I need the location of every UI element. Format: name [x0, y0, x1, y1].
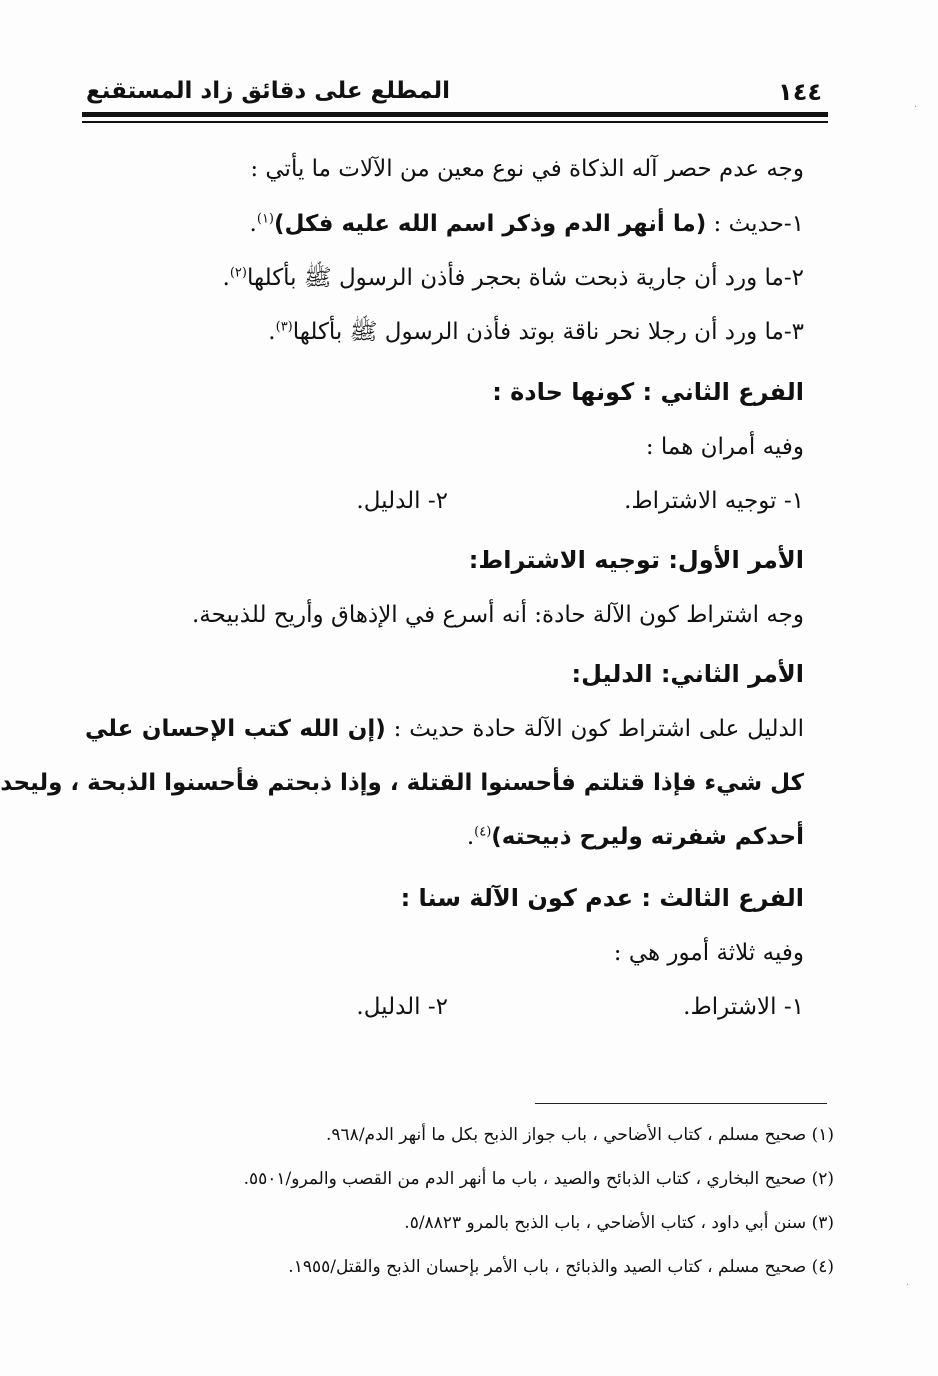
list-item-1: ١-حديث : (ما أنهر الدم وذكر اسم الله عليه فكل)$^{(١)}$.: [249, 211, 804, 237]
footnote-4: (٤) صحيح مسلم ، كتاب الصيد والذبائح ، باب الأمر بإحسان الذبح والقتل/١٩٥٥.: [288, 1257, 834, 1277]
footnote-separator: [535, 1103, 827, 1104]
header-rule-thick: [82, 112, 828, 117]
item3-text: ٣-ما ورد أن رجلا نحر ناقة بوتد فأذن الرسول ﷺ بأكلها: [292, 319, 804, 345]
evidence-line-1: [85, 716, 804, 744]
branch2-option-2: ٢- الدليل.: [356, 488, 448, 514]
scan-speck: ·: [906, 1280, 910, 1291]
branch3-option-1: ١- الاشتراط.: [683, 994, 804, 1020]
item1-quote: (ما أنهر الدم وذكر اسم الله عليه فكل): [274, 211, 707, 237]
branch3-heading: الفرع الثالث : عدم كون الآلة سنا :: [400, 884, 804, 912]
branch2-heading: الفرع الثاني : كونها حادة :: [492, 378, 804, 406]
branch3-option-2: ٢- الدليل.: [356, 994, 448, 1020]
header-rule-thin: [82, 121, 828, 123]
evidence-line-2: كل شيء فإذا قتلتم فأحسنوا القتلة ، وإذا ذبحتم فأحسنوا الذبحة ، وليحد: [0, 770, 804, 796]
book-title: المطلع على دقائق زاد المستقنع: [86, 78, 451, 104]
matter1-heading: الأمر الأول: توجيه الاشتراط:: [468, 546, 804, 574]
running-header: [82, 70, 828, 110]
footnote-3: (٣) سنن أبي داود ، كتاب الأضاحي ، باب الذبح بالمرو ٥/٨٨٢٣.: [404, 1213, 834, 1233]
branch2-intro: وفيه أمران هما :: [645, 434, 804, 460]
evidence-quote-end: أحدكم شفرته وليرح ذبيحته): [491, 824, 804, 850]
matter2-heading: الأمر الثاني: الدليل:: [571, 660, 804, 688]
footnote-ref-1: (١): [256, 211, 274, 227]
list-item-3: ٣-ما ورد أن رجلا نحر ناقة بوتد فأذن الرسول ﷺ بأكلها$^{(٣)}$.: [268, 319, 804, 345]
matter1-text: وجه اشتراط كون الآلة حادة: أنه أسرع في الإذهاق وأريح للذبيحة.: [191, 602, 804, 628]
intro-line: وجه عدم حصر آله الذكاة في نوع معين من الآلات ما يأتي :: [250, 156, 804, 182]
footnote-ref-3: (٣): [275, 319, 293, 335]
footnote-ref-4: (٤): [474, 824, 492, 840]
page-number: ١٤٤: [778, 78, 822, 106]
branch2-option-1: ١- توجيه الاشتراط.: [624, 488, 804, 514]
evidence-prefix: الدليل على اشتراط كون الآلة حادة حديث :: [393, 716, 805, 742]
list-item-2: ٢-ما ورد أن جارية ذبحت شاة بحجر فأذن الرسول ﷺ بأكلها$^{(٢)}$.: [222, 265, 804, 291]
item2-text: ٢-ما ورد أن جارية ذبحت شاة بحجر فأذن الرسول ﷺ بأكلها: [246, 265, 804, 291]
footnote-2: (٢) صحيح البخاري ، كتاب الذبائح والصيد ، باب ما أنهر الدم من القصب والمرو/٥٥٠١.: [243, 1169, 834, 1189]
evidence-quote-start: (إن الله كتب الإحسان علي: [85, 716, 386, 742]
item1-prefix: ١-حديث :: [713, 211, 804, 237]
footnote-1: (١) صحيح مسلم ، كتاب الأضاحي ، باب جواز الذبح بكل ما أنهر الدم/٩٦٨.: [326, 1125, 834, 1145]
branch3-intro: وفيه ثلاثة أمور هي :: [613, 940, 804, 966]
scan-speck: ·: [914, 102, 918, 113]
footnote-ref-2: (٢): [229, 265, 247, 281]
evidence-line-3: أحدكم شفرته وليرح ذبيحته)$^{(٤)}$.: [466, 824, 804, 850]
